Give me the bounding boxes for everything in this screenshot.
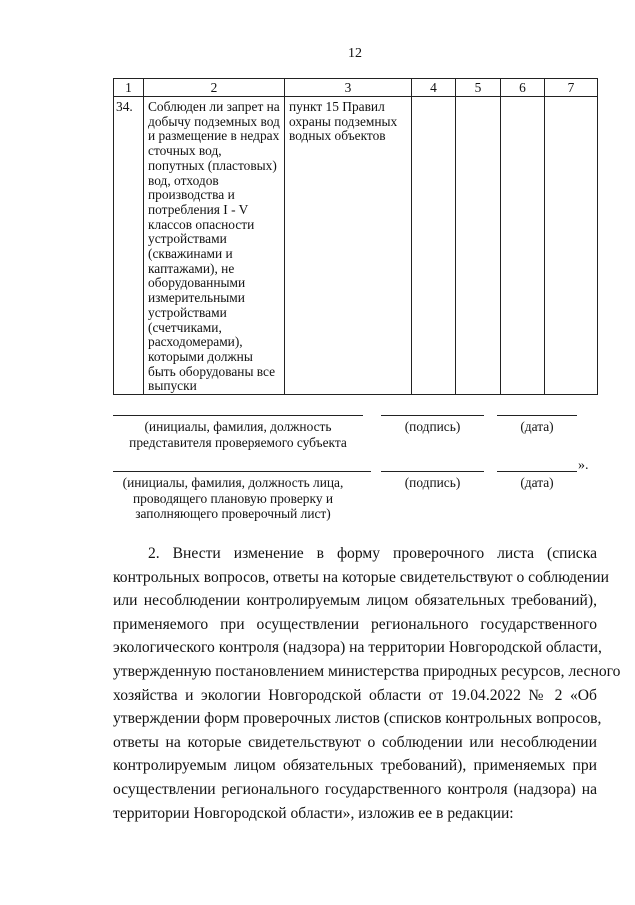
column-header: 3 (285, 79, 412, 97)
column-header: 1 (114, 79, 144, 97)
amendment-paragraph (113, 542, 621, 825)
column-header: 2 (144, 79, 285, 97)
name-label: (инициалы, фамилия, должность лица, проводящего плановую проверку и заполняющего проверочный лист) (122, 475, 344, 521)
paragraph-line: или несоблюдении контролируемым лицом обязательных требований), (113, 592, 597, 610)
page-number: 12 (348, 46, 362, 61)
table-row (114, 97, 598, 395)
question-text: Соблюден ли запрет на добычу подземных вод и размещение в недрах сточных вод, попутных (пластовых) вод, отходов производства и потребления I - V классов опасности устройствами (скважинами и каптажами), не оборудованными измерительными устройствами (счетчиками, расходомерами), которыми должны быть оборудованы все выпуски (148, 99, 280, 394)
name-signature-line (113, 415, 363, 416)
date-label: (дата) (520, 475, 554, 490)
checklist-table (113, 78, 598, 395)
name-label: (инициалы, фамилия, должность представителя проверяемого субъекта (129, 419, 347, 450)
paragraph-line: хозяйства и экологии Новгородской области от 19.04.2022 № 2 «Об (113, 686, 597, 704)
paragraph-line: утверждении форм проверочных листов (списков контрольных вопросов, (113, 710, 602, 728)
answer-cell (456, 97, 501, 395)
column-header: 7 (545, 79, 598, 97)
paragraph-line: утвержденную постановлением министерства природных ресурсов, лесного (113, 662, 621, 680)
answer-cell (412, 97, 456, 395)
paragraph-line: 2. Внести изменение в форму проверочного листа (списка (148, 545, 597, 562)
paragraph-line: контрольных вопросов, ответы на которые свидетельствуют о соблюдении (113, 568, 609, 586)
reference-text: пункт 15 Правил охраны подземных водных объектов (289, 99, 398, 144)
sign-label: (подпись) (404, 419, 461, 434)
paragraph-line: ответы на которые свидетельствуют о соблюдении или несоблюдении (113, 733, 597, 751)
column-header: 4 (412, 79, 456, 97)
date-label: (дата) (520, 419, 554, 434)
row-number: 34. (116, 99, 133, 114)
paragraph-line: территории Новгородской области», изложив ее в редакции: (113, 804, 514, 822)
date-line (497, 415, 577, 416)
paragraph-line: экологического контроля (надзора) на территории Новгородской области, (113, 639, 602, 657)
column-header: 6 (501, 79, 545, 97)
name-signature-line (113, 471, 371, 472)
paragraph-line: осуществлении регионального государственного контроля (надзора) на (113, 780, 597, 798)
date-line (497, 471, 577, 472)
table-header-row (114, 79, 598, 97)
paragraph-line: контролируемым лицом обязательных требований), применяемых при (113, 757, 597, 775)
signature-line (381, 415, 484, 416)
comment-cell (545, 97, 598, 395)
closing-quote: ». (578, 458, 589, 473)
signature-line (381, 471, 484, 472)
column-header: 5 (456, 79, 501, 97)
sign-label: (подпись) (404, 475, 461, 490)
paragraph-line: применяемого при осуществлении регионального государственного (113, 615, 597, 633)
answer-cell (501, 97, 545, 395)
